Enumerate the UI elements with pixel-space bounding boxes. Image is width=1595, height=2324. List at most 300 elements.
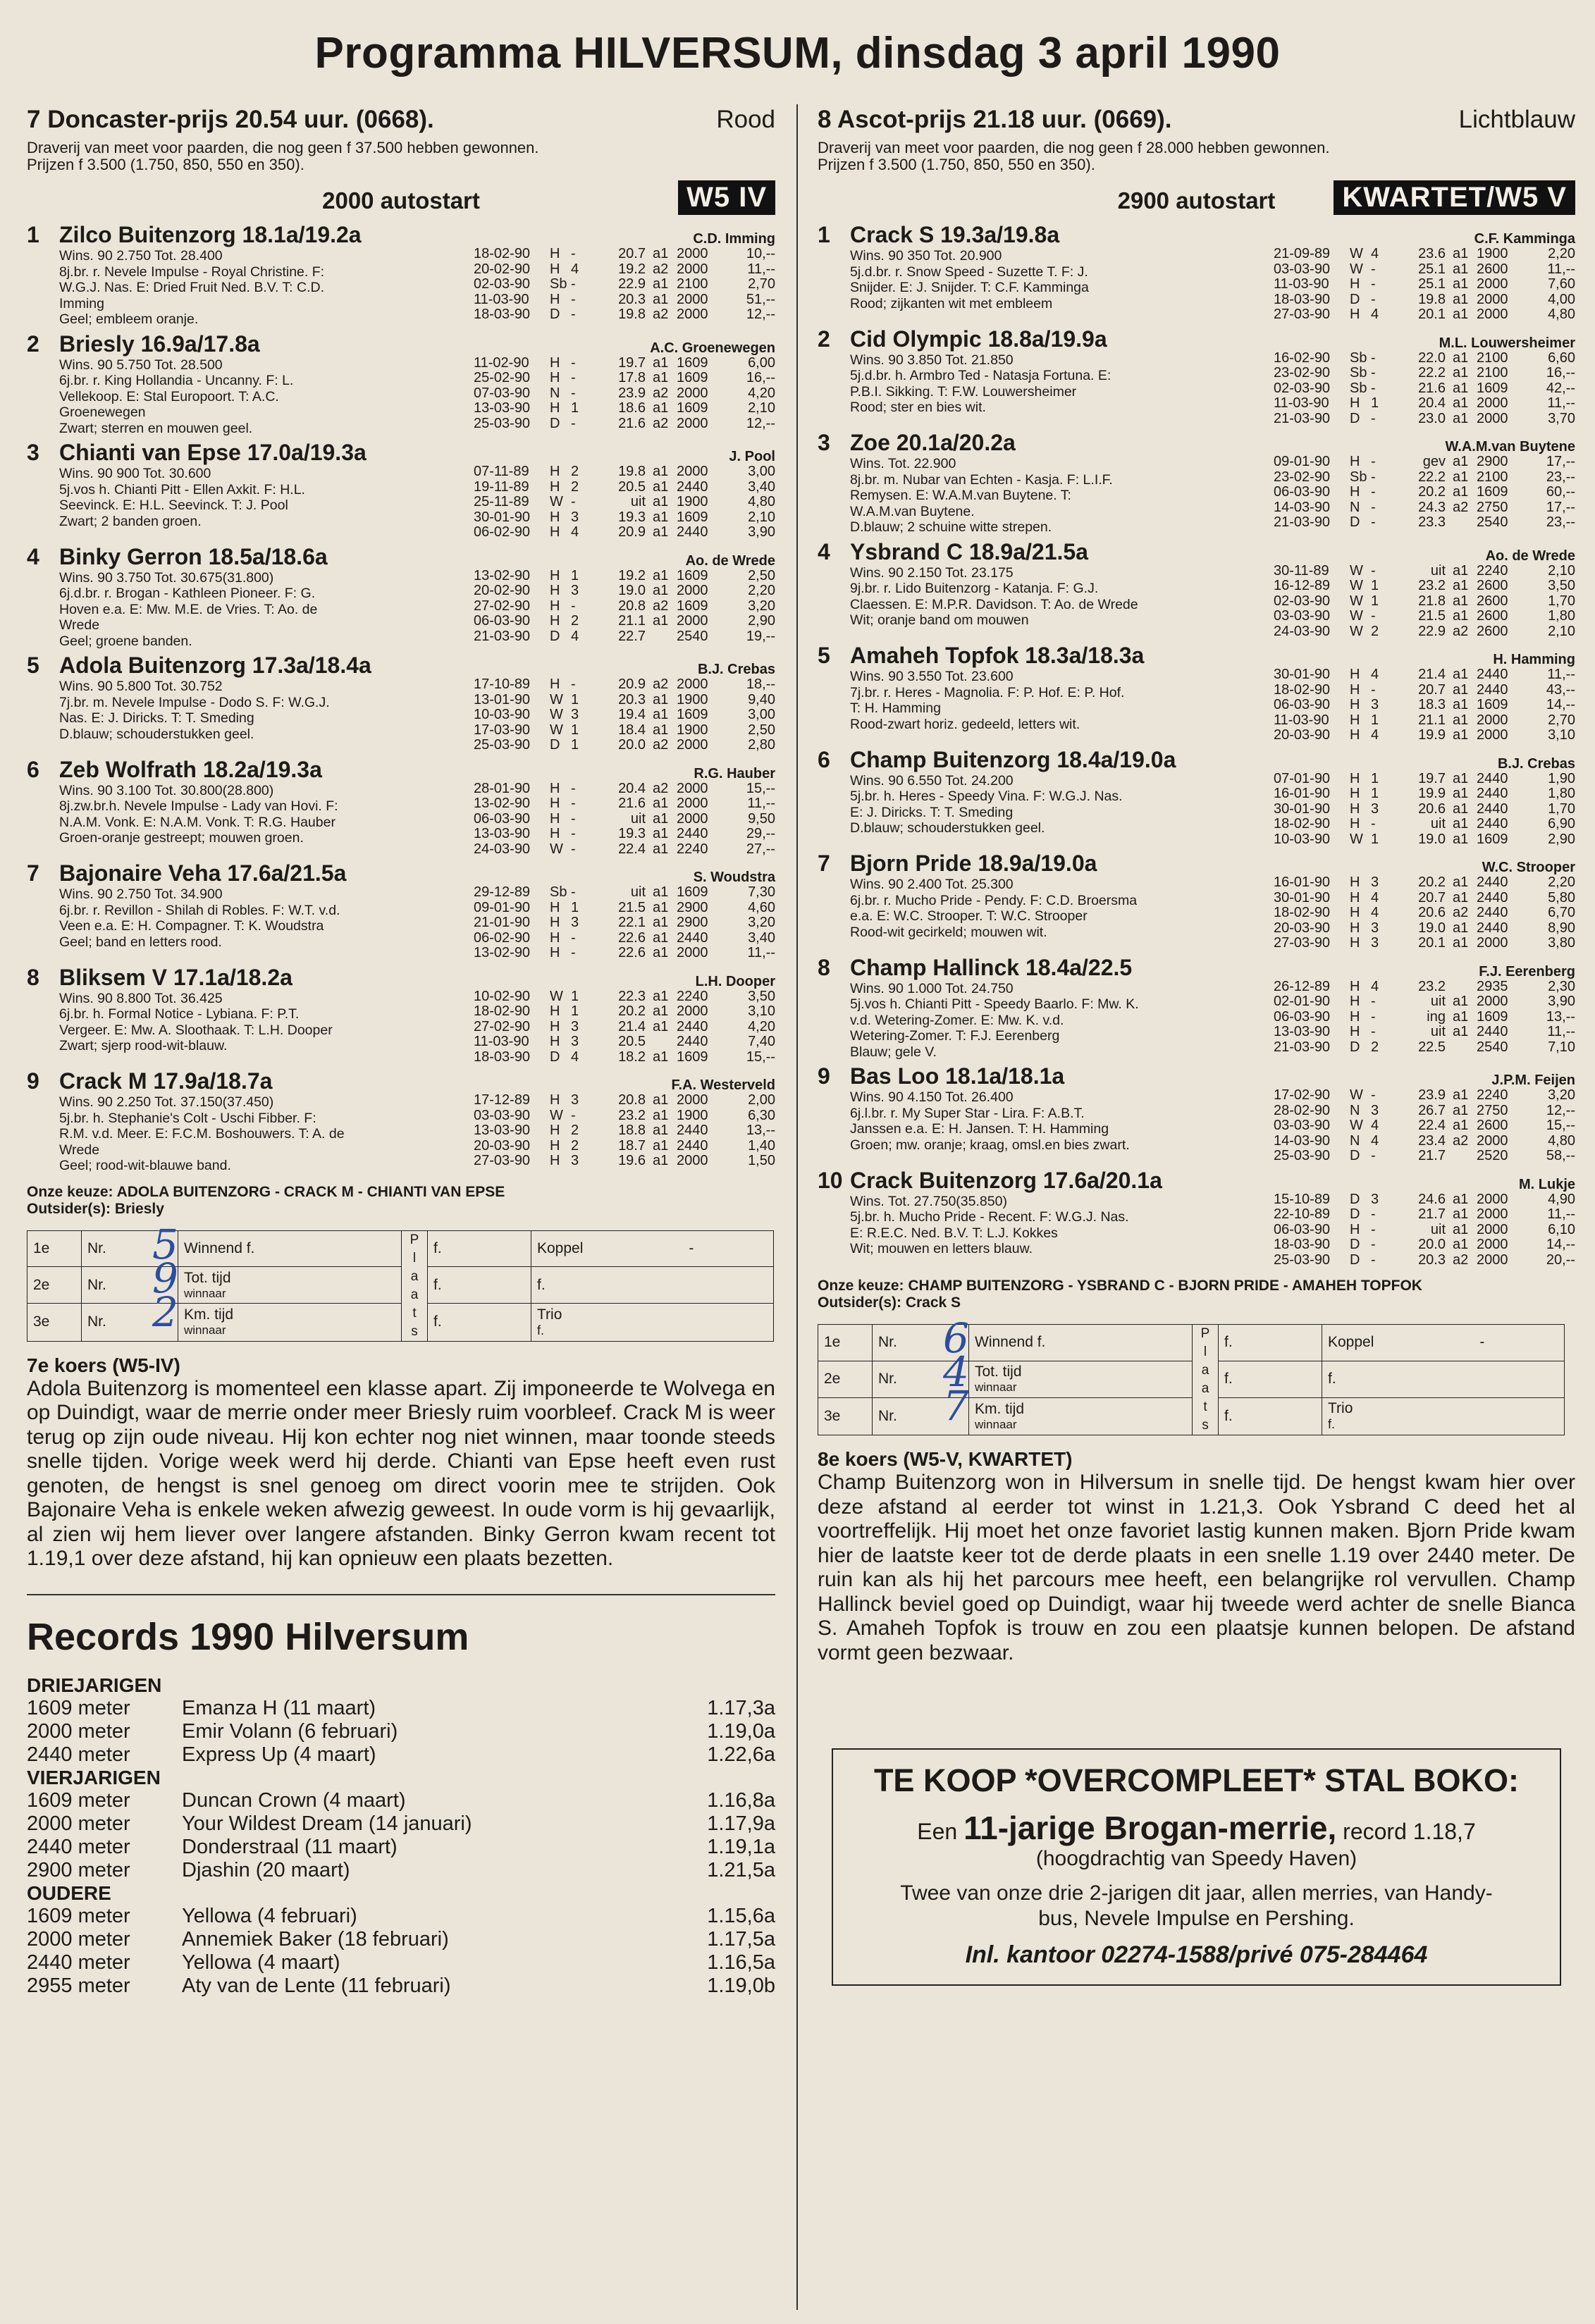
horse-info-line: R.M. v.d. Meer. E: F.C.M. Boshouwers. T: A. de (59, 1126, 345, 1142)
run-cell: H (1350, 1221, 1360, 1237)
run-row (474, 262, 775, 278)
recent-runs-table (1274, 979, 1575, 1056)
horse-info-line: 6j.br. r. Revillon - Shilah di Robles. F: W.T. v.d. (59, 902, 340, 918)
horse-entry (818, 1167, 1575, 1268)
horse-info-line: 8j.zw.br.h. Nevele Impulse - Lady van Hovi. F: (59, 798, 338, 814)
horse-info-line: 6j.br. r. Mucho Pride - Pendy. F: C.D. Broersma (850, 892, 1138, 908)
horse-name-record: Crack S 19.3a/19.8a (850, 222, 1060, 247)
record-row (27, 1836, 775, 1859)
result-nr-cell: Nr. (82, 1230, 178, 1267)
run-row (474, 946, 775, 961)
horse-details (818, 326, 1174, 427)
run-cell: 2240 (677, 841, 708, 857)
run-row (1274, 594, 1575, 610)
run-cell: 22-10-89 (1274, 1206, 1331, 1222)
run-row (1274, 1088, 1575, 1104)
run-cell: - (571, 276, 576, 292)
run-cell: a1 (1453, 1237, 1469, 1252)
run-cell: 3,20 (748, 915, 775, 930)
run-cell: W (1350, 623, 1363, 639)
horse-number: 7 (818, 851, 830, 876)
run-cell: 03-03-90 (1274, 608, 1331, 624)
run-cell: 2440 (677, 1137, 708, 1154)
run-row (1274, 979, 1575, 995)
run-cell: 2000 (677, 945, 708, 960)
run-cell: uit (630, 884, 646, 900)
run-cell: Sb (1350, 365, 1367, 381)
race-prizes: Prijzen f 3.500 (1.750, 850, 550 en 350). (27, 156, 304, 173)
horse-info-line: Wins. 90 350 Tot. 20.900 (850, 248, 1002, 264)
run-row (1274, 1025, 1575, 1040)
horse-form (1174, 326, 1575, 427)
run-row (1274, 624, 1575, 640)
run-cell: a1 (1453, 935, 1469, 951)
run-cell: a1 (653, 1049, 669, 1065)
horse-entry (27, 756, 775, 858)
run-cell: H (550, 464, 560, 479)
handwritten-number: 2 (152, 1287, 178, 1336)
horse-details (27, 652, 383, 753)
horse-info (818, 877, 1174, 940)
run-cell: 11,-- (1547, 667, 1575, 682)
run-row (474, 738, 775, 753)
run-cell: 06-03-90 (474, 810, 531, 827)
run-cell: 1609 (677, 598, 708, 614)
run-cell: 20.4 (1418, 395, 1446, 411)
run-cell: W (1350, 261, 1363, 277)
run-cell: a2 (653, 780, 669, 796)
run-cell: 2000 (677, 1092, 708, 1108)
run-cell: 2000 (1477, 276, 1508, 292)
recent-runs-table (1274, 667, 1575, 743)
run-cell: Sb (550, 276, 567, 292)
run-cell: H (550, 676, 560, 692)
result-f-cell: f. (1219, 1325, 1322, 1361)
ad-mare-line (847, 1809, 1546, 1847)
horse-name (818, 746, 1174, 773)
handwritten-number: 9 (152, 1254, 178, 1302)
run-cell: 2600 (1477, 578, 1508, 593)
run-cell: 16-02-90 (1274, 350, 1331, 366)
run-cell: D (1350, 1039, 1360, 1055)
run-cell: 21-03-90 (474, 628, 531, 644)
handwritten-number: 6 (943, 1314, 969, 1362)
run-cell: 25-02-90 (474, 370, 531, 385)
run-cell: 1,80 (1548, 786, 1575, 801)
result-sublabel: winnaar (975, 1417, 1017, 1431)
horse-entry (27, 860, 775, 961)
run-cell: a1 (1453, 727, 1469, 743)
run-cell: 20.5 (618, 1034, 646, 1049)
horse-form (383, 652, 775, 753)
run-row (474, 1093, 775, 1108)
race-color: Lichtblauw (1458, 106, 1575, 133)
run-cell: 20-02-90 (474, 261, 531, 277)
run-cell: 17-02-90 (1274, 1087, 1331, 1103)
run-cell: - (1371, 291, 1376, 307)
run-cell: a2 (653, 415, 669, 431)
run-cell: 30-01-90 (1274, 667, 1331, 682)
run-cell: H (1350, 874, 1360, 890)
run-row (474, 842, 775, 858)
run-cell: uit (630, 810, 646, 827)
horse-info-line: D.blauw; schouderstukken geel. (850, 820, 1045, 836)
horse-details (27, 1068, 383, 1174)
run-cell: 4 (1371, 667, 1379, 682)
result-label-cell (178, 1267, 402, 1304)
run-cell: 20.0 (618, 737, 646, 753)
run-cell: 19.7 (618, 354, 646, 371)
ad-contact: Inl. kantoor 02274-1588/privé 075-284464 (965, 1941, 1428, 1968)
horse-details (27, 221, 383, 328)
result-row (818, 1397, 1565, 1435)
column-divider (796, 104, 798, 2310)
run-cell: 13,-- (746, 1123, 775, 1138)
run-cell: 10-03-90 (474, 707, 531, 722)
horse-details (27, 439, 383, 540)
horse-info-line: N.A.M. Vonk. E: N.A.M. Vonk. T: R.G. Hauber (59, 814, 335, 830)
run-cell: 2000 (677, 291, 708, 307)
run-cell: W (1350, 246, 1363, 261)
run-cell: 1900 (677, 494, 708, 509)
run-cell: 11-03-90 (1274, 712, 1329, 728)
horse-trainer: W.C. Strooper (1482, 860, 1575, 875)
run-cell: - (571, 1107, 576, 1123)
run-cell: 18-02-90 (474, 246, 531, 261)
run-cell: 6,10 (1548, 1221, 1575, 1237)
horse-info-line: Geel; groene banden. (59, 633, 192, 649)
our-choice: Onze keuze: ADOLA BUITENZORG - CRACK M - CHIANTI VAN EPSE (27, 1183, 505, 1200)
horse-name (818, 954, 1174, 981)
run-cell: 1 (571, 722, 579, 738)
run-cell: 4 (1371, 905, 1379, 920)
run-cell: 2000 (677, 796, 708, 811)
run-cell: a1 (653, 929, 669, 946)
recent-runs-table (1274, 772, 1575, 848)
run-row (474, 386, 775, 402)
run-row (1274, 455, 1575, 470)
horse-info-line: Wins. 90 2.400 Tot. 25.300 (850, 877, 1014, 892)
run-cell: 2440 (1477, 770, 1508, 786)
horse-details (818, 538, 1174, 640)
run-cell: 11,-- (747, 945, 775, 960)
run-cell: 2000 (1477, 1221, 1508, 1237)
run-cell: 17-03-90 (474, 722, 531, 738)
run-cell: 6,70 (1548, 905, 1575, 920)
run-cell: 3,10 (748, 1003, 775, 1019)
horse-info-line: 8j.br. m. Nubar van Echten - Kasja. F: L.I.F. (850, 471, 1113, 488)
record-time: 1.16,8a (707, 1788, 775, 1812)
run-cell: 21.6 (618, 415, 646, 431)
run-cell: 3 (571, 583, 579, 598)
horse-details (27, 330, 383, 437)
run-row (1274, 1207, 1575, 1223)
recent-runs-table (474, 569, 775, 645)
run-cell: 2000 (1477, 1237, 1508, 1252)
run-cell: 26-12-89 (1274, 978, 1331, 994)
horse-number: 2 (818, 326, 830, 352)
run-cell: 4,20 (748, 1018, 775, 1034)
run-cell: - (1371, 469, 1376, 485)
run-cell: - (571, 246, 576, 261)
run-cell: ing (1427, 1008, 1446, 1025)
run-cell: - (571, 494, 576, 509)
run-cell: 23,-- (1546, 514, 1575, 530)
run-cell: 19.0 (1418, 920, 1446, 936)
run-cell: 2,70 (1548, 712, 1575, 728)
horse-entry (27, 652, 775, 753)
run-cell: H (1350, 889, 1360, 906)
run-cell: 02-03-90 (474, 276, 531, 292)
run-cell: 10-03-90 (1274, 831, 1331, 847)
plaats-letter: a (1201, 1363, 1209, 1378)
horse-details (27, 964, 383, 1065)
horse-number: 6 (27, 756, 39, 782)
run-cell: a1 (653, 400, 669, 416)
horse-name (818, 429, 1174, 456)
run-row (474, 827, 775, 842)
run-cell: H (1350, 770, 1360, 786)
horse-name (27, 964, 383, 991)
run-cell: H (550, 929, 560, 946)
run-cell: H (550, 583, 560, 598)
horse-form (383, 330, 775, 437)
horse-name-record: Bas Loo 18.1a/18.1a (850, 1063, 1065, 1089)
run-cell: 21-03-90 (1274, 410, 1331, 426)
run-row (474, 1034, 775, 1050)
run-row (1274, 247, 1575, 262)
horse-form (383, 860, 775, 961)
run-cell: 16-01-90 (1274, 786, 1331, 801)
result-place-cell: 1e (818, 1325, 873, 1361)
result-label-cell (178, 1230, 402, 1267)
trio-cell (531, 1304, 774, 1341)
run-row (474, 599, 775, 614)
run-cell: - (571, 810, 576, 827)
horse-name (818, 1167, 1174, 1194)
run-cell: 4,80 (748, 494, 775, 509)
run-cell: - (1371, 276, 1376, 292)
run-cell: 18-02-90 (474, 1003, 531, 1019)
run-cell: 13-03-90 (474, 400, 531, 416)
run-cell: 28-02-90 (1274, 1102, 1331, 1118)
run-cell: 2000 (1477, 410, 1508, 426)
run-cell: a1 (1453, 681, 1469, 698)
koppel-dash: - (1479, 1334, 1485, 1351)
horse-info-line: T: H. Hamming (850, 700, 941, 716)
run-cell: a1 (653, 1153, 669, 1168)
record-time: 1.19,1a (707, 1835, 775, 1858)
run-cell: uit (1430, 816, 1446, 832)
run-cell: a1 (653, 464, 669, 479)
run-cell: - (571, 598, 576, 614)
run-cell: H (550, 1003, 560, 1019)
run-cell: 1609 (1477, 1008, 1508, 1025)
recent-runs-table (474, 885, 775, 961)
run-cell: 06-03-90 (1274, 484, 1331, 500)
horse-info (818, 248, 1174, 311)
run-cell: 4,20 (748, 385, 775, 401)
run-cell: 2440 (677, 929, 708, 946)
run-row (474, 885, 775, 901)
run-row (474, 629, 775, 645)
run-cell: - (1371, 410, 1376, 426)
horse-info-line: 6j.br. h. Formal Notice - Lybiana. F: P.T. (59, 1006, 300, 1022)
run-cell: 2440 (1477, 816, 1508, 832)
run-cell: W (550, 1107, 563, 1123)
run-cell: 1,90 (1548, 770, 1575, 786)
run-row (1274, 500, 1575, 516)
horse-name (818, 538, 1174, 565)
run-cell: 3 (1371, 1191, 1379, 1207)
ad-mare: 11-jarige Brogan-merrie, (963, 1810, 1337, 1846)
run-cell: 27,-- (746, 841, 775, 857)
run-cell: H (550, 1137, 560, 1154)
run-cell: 60,-- (1546, 484, 1575, 500)
run-cell: H (1350, 935, 1360, 951)
horse-info-line: 9j.br. r. Lido Buitenzorg - Katanja. F: G.J. (850, 581, 1099, 596)
run-row (474, 356, 775, 371)
horse-details (818, 746, 1174, 848)
horse-info-line: Wit; mouwen en letters blauw. (850, 1241, 1033, 1256)
run-cell: 2000 (1477, 307, 1508, 322)
run-cell: 1 (571, 567, 579, 583)
run-row (474, 1139, 775, 1154)
run-cell: 3,90 (748, 524, 775, 540)
horse-name-record: Champ Buitenzorg 18.4a/19.0a (850, 746, 1176, 772)
run-cell: H (1350, 816, 1360, 832)
run-row (1274, 817, 1575, 832)
run-cell: a1 (1453, 380, 1469, 396)
result-label-cell (969, 1397, 1193, 1435)
run-cell: 20.1 (1418, 307, 1446, 322)
horse-name (27, 860, 383, 886)
horse-info-line: Zwart; 2 banden groen. (59, 513, 202, 529)
run-cell: 30-01-90 (474, 509, 531, 525)
horse-form (1174, 642, 1575, 743)
run-cell: 03-03-90 (1274, 1118, 1331, 1133)
run-cell: 4 (1371, 1132, 1379, 1149)
horse-trainer: F.J. Eerenberg (1479, 963, 1575, 979)
result-label: Tot. tijd (184, 1269, 231, 1286)
horse-form (383, 1068, 775, 1174)
run-cell: H (550, 400, 560, 416)
run-cell: 2440 (677, 1018, 708, 1034)
run-row (1274, 579, 1575, 594)
run-row (1274, 1134, 1575, 1149)
run-cell: a1 (1453, 454, 1469, 469)
record-horse: Donderstraal (11 maart) (182, 1835, 398, 1858)
record-horse: Annemiek Baker (18 februari) (182, 1927, 449, 1951)
run-cell: 13-02-90 (474, 945, 531, 960)
run-cell: 22.9 (1418, 623, 1446, 639)
run-cell: 2100 (1477, 365, 1508, 381)
horse-details (27, 543, 383, 650)
run-cell: 3 (571, 1092, 579, 1108)
run-row (474, 707, 775, 723)
horse-entry (27, 330, 775, 437)
run-cell: 11,-- (747, 261, 775, 277)
run-cell: a1 (653, 707, 669, 722)
run-cell: a1 (1453, 786, 1469, 801)
run-cell: 02-03-90 (1274, 380, 1331, 396)
record-horse: Yellowa (4 maart) (182, 1951, 340, 1974)
horse-number: 1 (27, 222, 39, 247)
run-cell: 7,40 (748, 1034, 775, 1049)
run-cell: 20.8 (618, 1092, 646, 1108)
run-cell: a2 (1453, 1251, 1469, 1268)
horse-name (818, 326, 1174, 352)
result-f-cell: f. (1219, 1397, 1322, 1435)
run-cell: 11,-- (1547, 261, 1575, 277)
record-time: 1.17,3a (707, 1696, 775, 1719)
ad-foals-line2: bus, Nevele Impulse en Pershing. (1038, 1907, 1355, 1930)
run-cell: N (1350, 499, 1360, 515)
run-cell: 3,40 (748, 929, 775, 946)
run-cell: 03-03-90 (474, 1107, 531, 1123)
horse-number: 3 (818, 430, 830, 455)
run-row (1274, 381, 1575, 397)
run-cell: 2,10 (1548, 623, 1575, 639)
run-cell: a1 (653, 1137, 669, 1154)
horse-trainer: H. Hamming (1493, 652, 1575, 667)
run-cell: 18.4 (618, 722, 646, 738)
horse-number: 9 (27, 1068, 39, 1094)
run-cell: a1 (653, 1123, 669, 1138)
run-cell: 2540 (1477, 1039, 1508, 1055)
run-cell: a1 (1453, 712, 1469, 728)
record-time: 1.19,0b (707, 1974, 775, 1997)
horse-trainer: W.A.M.van Buytene (1445, 439, 1575, 455)
run-cell: a1 (653, 796, 669, 811)
horse-info-line: 5j.vos h. Chianti Pitt - Speedy Baarlo. F: Mw. K. (850, 996, 1139, 1012)
horse-info-line: Wrede (59, 617, 100, 633)
horse-info-line: E: J. Diricks. T: T. Smeding (850, 804, 1014, 820)
run-cell: 1 (1371, 786, 1379, 801)
record-horse: Yellowa (4 februari) (182, 1904, 357, 1927)
ad-headline: TE KOOP *OVERCOMPLEET* STAL BOKO: (873, 1762, 1520, 1798)
run-cell: 22.5 (1418, 1039, 1446, 1055)
run-cell: 2100 (677, 276, 708, 292)
run-cell: a1 (1453, 1206, 1469, 1222)
run-cell: 18-02-90 (1274, 816, 1331, 832)
run-cell: 3 (571, 915, 579, 930)
run-cell: H (550, 915, 560, 930)
comment-title: 8e koers (W5-V, KWARTET) (818, 1448, 1073, 1470)
run-cell: a2 (653, 307, 669, 322)
run-cell: a1 (653, 915, 669, 930)
run-row (474, 247, 775, 262)
run-row (474, 277, 775, 292)
run-row (474, 583, 775, 599)
run-cell: 2000 (677, 464, 708, 479)
run-cell: - (1371, 1008, 1376, 1025)
run-row (1274, 515, 1575, 531)
run-cell: 22.2 (1418, 365, 1446, 381)
run-cell: 19.0 (618, 583, 646, 598)
records-title: Records 1990 Hilversum (27, 1615, 469, 1658)
horse-info-line: Wins. 90 1.000 Tot. 24.750 (850, 980, 1014, 996)
horse-info-line: W.A.M.van Buytene. (850, 503, 975, 519)
run-cell: a1 (653, 841, 669, 857)
horse-trainer: L.H. Dooper (695, 973, 775, 989)
horse-trainer: B.J. Crebas (697, 662, 775, 677)
run-cell: 3,00 (748, 464, 775, 479)
run-cell: 7,10 (1548, 1039, 1575, 1055)
run-cell: 2440 (1477, 801, 1508, 817)
run-cell: 1609 (1477, 380, 1508, 396)
run-cell: 19.2 (618, 567, 646, 583)
